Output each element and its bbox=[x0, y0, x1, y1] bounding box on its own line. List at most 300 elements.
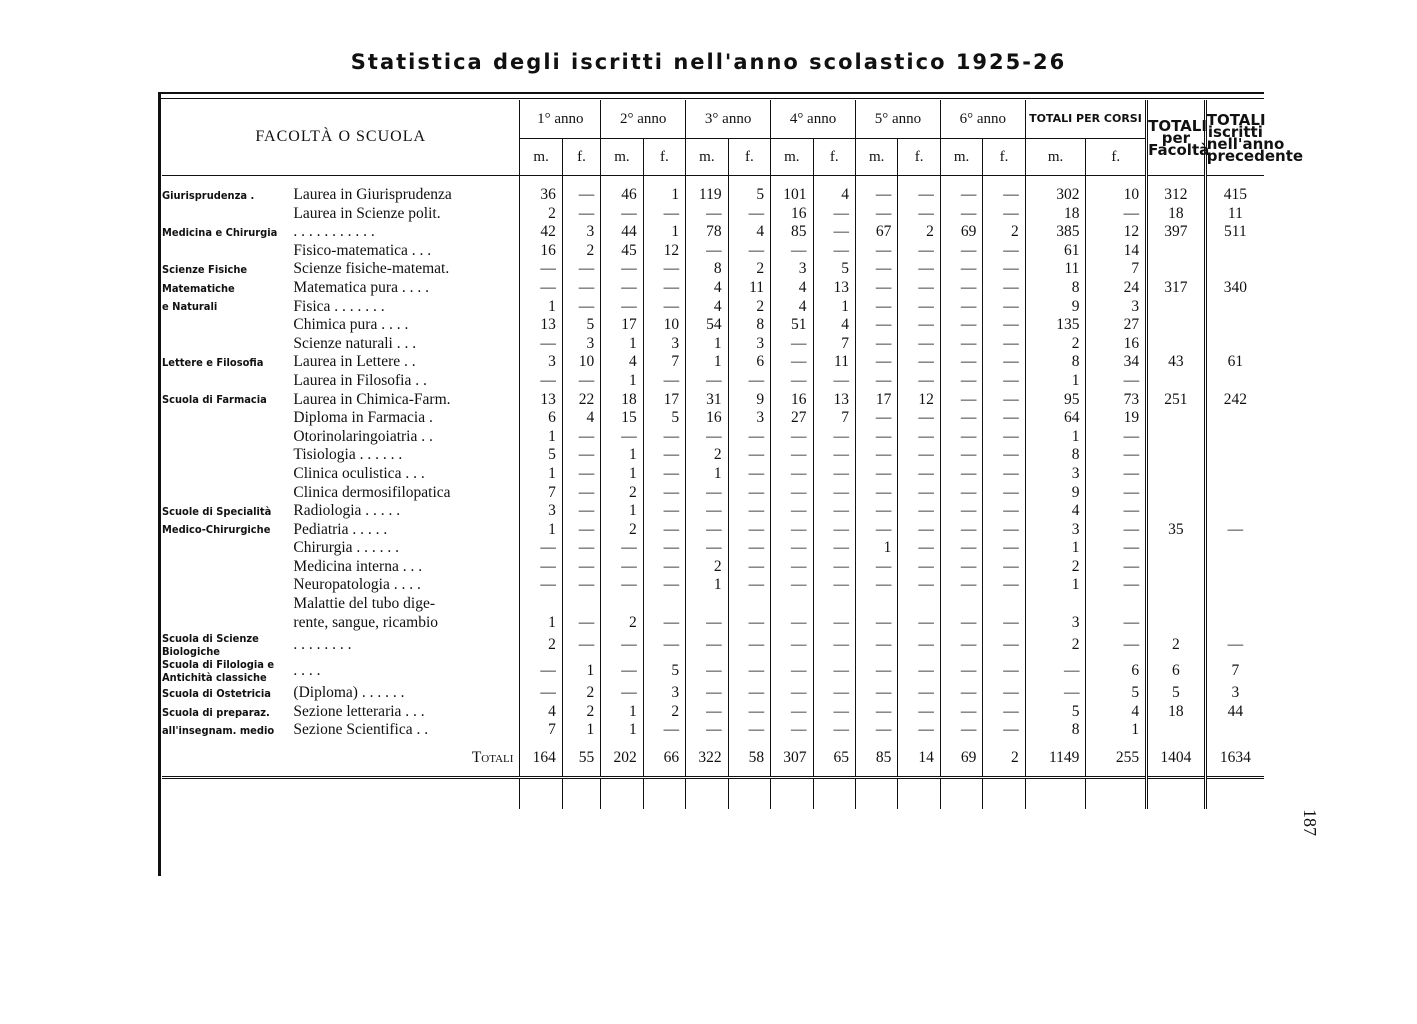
cell-value: 101 bbox=[771, 186, 813, 205]
cell-value: 7 bbox=[520, 721, 562, 740]
cell-value: — bbox=[728, 684, 770, 703]
cell-value: 5 bbox=[728, 186, 770, 205]
cell-value: 1 bbox=[686, 576, 728, 595]
header-f-col: f. bbox=[728, 139, 770, 176]
header-year-4: 4° anno bbox=[771, 100, 856, 139]
cell-value: — bbox=[686, 372, 728, 391]
cell-value: — bbox=[562, 372, 600, 391]
faculty-label bbox=[162, 558, 291, 577]
totals-row bbox=[162, 740, 1264, 778]
cell-value: — bbox=[983, 684, 1025, 703]
header-year-3: 3° anno bbox=[686, 100, 771, 139]
cell-value: 16 bbox=[771, 391, 813, 410]
cell-value: — bbox=[855, 446, 897, 465]
cell-value: 2 bbox=[520, 205, 562, 224]
cell-value: — bbox=[898, 703, 940, 722]
cell-value: 4 bbox=[813, 316, 855, 335]
cell-total-previous: — bbox=[1205, 632, 1264, 658]
cell-value: — bbox=[855, 632, 897, 658]
header-row-years bbox=[162, 100, 1264, 139]
total-value: 255 bbox=[1086, 740, 1147, 778]
cell-value: 3 bbox=[1025, 521, 1086, 540]
table-row bbox=[162, 614, 1264, 633]
cell-value: 14 bbox=[1086, 242, 1147, 261]
cell-value: — bbox=[643, 205, 685, 224]
enrollment-table bbox=[162, 100, 1304, 809]
course-label: Chimica pura . . . . bbox=[293, 316, 409, 334]
course-label: Diploma in Farmacia . bbox=[293, 409, 433, 427]
table-row bbox=[162, 335, 1264, 354]
cell-value: — bbox=[855, 576, 897, 595]
cell-value: — bbox=[813, 703, 855, 722]
table-row bbox=[162, 391, 1264, 410]
cell-value: 1 bbox=[601, 446, 643, 465]
cell-value: 2 bbox=[601, 614, 643, 633]
cell-value: — bbox=[686, 428, 728, 447]
cell-value: 2 bbox=[643, 703, 685, 722]
faculty-label: Medico-Chirurgiche bbox=[162, 523, 271, 537]
cell-value: — bbox=[728, 632, 770, 658]
cell-value: — bbox=[728, 614, 770, 633]
cell-value: 51 bbox=[771, 316, 813, 335]
course-label: Sezione letteraria . . . bbox=[293, 702, 425, 720]
cell-value: — bbox=[771, 721, 813, 740]
cell-value: 8 bbox=[1025, 721, 1086, 740]
cell-value: — bbox=[855, 521, 897, 540]
cell-value: — bbox=[940, 409, 982, 428]
cell-total-previous bbox=[1205, 335, 1264, 354]
cell-value: — bbox=[1086, 558, 1147, 577]
cell-value: — bbox=[1025, 658, 1086, 684]
header-m-col: m. bbox=[940, 139, 982, 176]
cell-value: 5 bbox=[643, 658, 685, 684]
header-totali-precedente: TOTALI iscritti nell'anno precedente bbox=[1205, 100, 1264, 176]
cell-value: — bbox=[813, 446, 855, 465]
closing-row bbox=[162, 778, 1264, 810]
cell-value: — bbox=[520, 539, 562, 558]
table-row bbox=[162, 576, 1264, 595]
cell-value: — bbox=[686, 721, 728, 740]
cell-value: — bbox=[771, 558, 813, 577]
cell-value: — bbox=[771, 703, 813, 722]
cell-value: — bbox=[983, 242, 1025, 261]
cell-value: 2 bbox=[601, 521, 643, 540]
cell-value: — bbox=[940, 186, 982, 205]
cell-value bbox=[940, 595, 982, 614]
faculty-label bbox=[162, 409, 291, 428]
cell-value: — bbox=[771, 614, 813, 633]
cell-value: — bbox=[898, 576, 940, 595]
cell-value: — bbox=[898, 521, 940, 540]
cell-total-previous: 242 bbox=[1205, 391, 1264, 410]
cell-value: — bbox=[562, 576, 600, 595]
cell-value: 2 bbox=[562, 703, 600, 722]
cell-value: — bbox=[855, 465, 897, 484]
cell-value: — bbox=[898, 539, 940, 558]
cell-value: — bbox=[940, 576, 982, 595]
header-f-col: f. bbox=[562, 139, 600, 176]
cell-value: 2 bbox=[1025, 632, 1086, 658]
cell-value: — bbox=[813, 576, 855, 595]
cell-value: — bbox=[813, 658, 855, 684]
cell-value: — bbox=[686, 614, 728, 633]
table-row bbox=[162, 409, 1264, 428]
cell-value: 22 bbox=[562, 391, 600, 410]
course-label: Laurea in Chimica-Farm. bbox=[293, 390, 451, 408]
cell-value bbox=[643, 595, 685, 614]
cell-value: — bbox=[940, 539, 982, 558]
cell-value: 1 bbox=[520, 428, 562, 447]
table-row bbox=[162, 428, 1264, 447]
cell-total-faculty: 5 bbox=[1147, 684, 1206, 703]
cell-value: — bbox=[983, 721, 1025, 740]
cell-value: — bbox=[771, 539, 813, 558]
cell-value: 1 bbox=[562, 721, 600, 740]
cell-value: 11 bbox=[1025, 260, 1086, 279]
cell-value: 24 bbox=[1086, 279, 1147, 298]
cell-value: 12 bbox=[643, 242, 685, 261]
header-f-col: f. bbox=[983, 139, 1025, 176]
cell-value: 5 bbox=[1025, 703, 1086, 722]
faculty-label: e Naturali bbox=[162, 300, 218, 314]
cell-value: — bbox=[601, 298, 643, 317]
cell-value: — bbox=[898, 465, 940, 484]
header-year-6: 6° anno bbox=[940, 100, 1025, 139]
cell-value: — bbox=[1086, 576, 1147, 595]
cell-value: — bbox=[1086, 446, 1147, 465]
cell-value: — bbox=[983, 465, 1025, 484]
cell-value: — bbox=[686, 502, 728, 521]
cell-value: — bbox=[813, 502, 855, 521]
faculty-label: Giurisprudenza . bbox=[162, 188, 255, 202]
course-label: Fisico-matematica . . . bbox=[293, 241, 432, 259]
cell-value: — bbox=[898, 502, 940, 521]
cell-value: — bbox=[771, 632, 813, 658]
cell-value: 18 bbox=[1025, 205, 1086, 224]
course-label: Otorinolaringoiatria . . bbox=[293, 427, 433, 445]
cell-value: — bbox=[728, 576, 770, 595]
header-m-col: m. bbox=[520, 139, 562, 176]
cell-value: — bbox=[686, 684, 728, 703]
cell-value: 8 bbox=[686, 260, 728, 279]
cell-value: 78 bbox=[686, 223, 728, 242]
cell-value: — bbox=[855, 353, 897, 372]
cell-value: 2 bbox=[1025, 335, 1086, 354]
total-value: 1149 bbox=[1025, 740, 1086, 778]
cell-value: — bbox=[728, 428, 770, 447]
total-value: 65 bbox=[813, 740, 855, 778]
cell-value: — bbox=[1086, 502, 1147, 521]
course-label: Medicina interna . . . bbox=[293, 557, 423, 575]
cell-value: 1 bbox=[686, 335, 728, 354]
cell-value: 1 bbox=[520, 521, 562, 540]
cell-value: — bbox=[813, 372, 855, 391]
cell-value: 3 bbox=[771, 260, 813, 279]
cell-value: 7 bbox=[520, 484, 562, 503]
cell-value: — bbox=[855, 205, 897, 224]
cell-value: — bbox=[898, 658, 940, 684]
cell-value: — bbox=[940, 721, 982, 740]
cell-value: — bbox=[562, 186, 600, 205]
cell-value: — bbox=[728, 372, 770, 391]
cell-value: — bbox=[940, 316, 982, 335]
total-value: 2 bbox=[983, 740, 1025, 778]
header-f-col: f. bbox=[1086, 139, 1147, 176]
cell-value: — bbox=[940, 298, 982, 317]
cell-value bbox=[728, 595, 770, 614]
cell-value: — bbox=[940, 614, 982, 633]
cell-value: — bbox=[562, 558, 600, 577]
cell-value: 64 bbox=[1025, 409, 1086, 428]
cell-value: 3 bbox=[520, 353, 562, 372]
cell-value bbox=[601, 595, 643, 614]
cell-value bbox=[983, 595, 1025, 614]
cell-value: 385 bbox=[1025, 223, 1086, 242]
cell-value: — bbox=[855, 721, 897, 740]
cell-value: — bbox=[855, 372, 897, 391]
cell-value: 4 bbox=[1025, 502, 1086, 521]
cell-value: — bbox=[686, 539, 728, 558]
course-label: Chirurgia . . . . . . bbox=[293, 539, 400, 557]
cell-value: — bbox=[1086, 372, 1147, 391]
cell-value: — bbox=[813, 428, 855, 447]
cell-value: 69 bbox=[940, 223, 982, 242]
header-year-5: 5° anno bbox=[855, 100, 940, 139]
cell-value: 61 bbox=[1025, 242, 1086, 261]
cell-total-faculty: 317 bbox=[1147, 279, 1206, 298]
cell-total-previous bbox=[1205, 260, 1264, 279]
cell-value: 54 bbox=[686, 316, 728, 335]
cell-total-faculty: 397 bbox=[1147, 223, 1206, 242]
table-row bbox=[162, 558, 1264, 577]
cell-value: — bbox=[983, 502, 1025, 521]
faculty-label bbox=[162, 316, 291, 335]
cell-value: 7 bbox=[813, 409, 855, 428]
cell-value: — bbox=[983, 703, 1025, 722]
cell-value: — bbox=[813, 539, 855, 558]
cell-total-faculty: 6 bbox=[1147, 658, 1206, 684]
course-label: Pediatria . . . . . bbox=[293, 520, 388, 538]
faculty-label: Scuole di Specialità bbox=[162, 504, 272, 518]
total-value: 55 bbox=[562, 740, 600, 778]
cell-value: — bbox=[855, 484, 897, 503]
cell-value: — bbox=[601, 658, 643, 684]
cell-value: — bbox=[643, 279, 685, 298]
faculty-label: Scuola di Scienze Biologiche bbox=[162, 632, 259, 659]
cell-value: — bbox=[855, 335, 897, 354]
cell-value: — bbox=[898, 721, 940, 740]
totals-label: Totali bbox=[471, 748, 514, 766]
cell-value: 16 bbox=[1086, 335, 1147, 354]
cell-value: — bbox=[940, 242, 982, 261]
cell-value: 1 bbox=[601, 703, 643, 722]
cell-value: 1 bbox=[643, 223, 685, 242]
table-row bbox=[162, 316, 1264, 335]
cell-value: — bbox=[940, 502, 982, 521]
header-year-2: 2° anno bbox=[601, 100, 686, 139]
cell-value: — bbox=[940, 658, 982, 684]
cell-value: — bbox=[1086, 428, 1147, 447]
cell-value: — bbox=[1086, 632, 1147, 658]
table-row bbox=[162, 223, 1264, 242]
cell-value: — bbox=[940, 558, 982, 577]
table-row bbox=[162, 502, 1264, 521]
cell-value: — bbox=[728, 242, 770, 261]
cell-value: 2 bbox=[1025, 558, 1086, 577]
cell-value: — bbox=[1086, 205, 1147, 224]
cell-value: — bbox=[562, 632, 600, 658]
header-f-col: f. bbox=[643, 139, 685, 176]
cell-value: — bbox=[520, 658, 562, 684]
cell-value: 10 bbox=[643, 316, 685, 335]
cell-value: 2 bbox=[898, 223, 940, 242]
cell-value: — bbox=[855, 614, 897, 633]
cell-value: 119 bbox=[686, 186, 728, 205]
cell-value bbox=[562, 595, 600, 614]
cell-value: — bbox=[940, 428, 982, 447]
cell-total-previous: 415 bbox=[1205, 186, 1264, 205]
cell-value: 4 bbox=[601, 353, 643, 372]
cell-total-previous: 44 bbox=[1205, 703, 1264, 722]
course-label: Matematica pura . . . . bbox=[293, 278, 429, 296]
header-m-col: m. bbox=[686, 139, 728, 176]
cell-total-faculty bbox=[1147, 502, 1206, 521]
cell-value: — bbox=[771, 684, 813, 703]
cell-value: 4 bbox=[686, 279, 728, 298]
course-label: Neuropatologia . . . . bbox=[293, 576, 421, 594]
cell-value: — bbox=[520, 558, 562, 577]
total-value: 322 bbox=[686, 740, 728, 778]
cell-value: — bbox=[1025, 684, 1086, 703]
cell-value: — bbox=[728, 721, 770, 740]
page-title: Statistica degli iscritti nell'anno scolastico 1925-26 bbox=[350, 50, 1067, 74]
cell-total-faculty bbox=[1147, 428, 1206, 447]
course-label: Sezione Scientifica . . bbox=[293, 721, 429, 739]
cell-value: 3 bbox=[728, 409, 770, 428]
cell-value: — bbox=[562, 205, 600, 224]
table-row bbox=[162, 242, 1264, 261]
cell-value: 67 bbox=[855, 223, 897, 242]
cell-value: — bbox=[643, 502, 685, 521]
cell-value: 12 bbox=[898, 391, 940, 410]
cell-value: — bbox=[643, 721, 685, 740]
cell-value: — bbox=[520, 576, 562, 595]
cell-value: 11 bbox=[728, 279, 770, 298]
cell-value: — bbox=[898, 558, 940, 577]
cell-value: — bbox=[562, 260, 600, 279]
cell-total-previous bbox=[1205, 484, 1264, 503]
cell-value: 4 bbox=[728, 223, 770, 242]
cell-value: — bbox=[728, 502, 770, 521]
cell-total-faculty: 43 bbox=[1147, 353, 1206, 372]
cell-value: — bbox=[728, 703, 770, 722]
cell-value: 17 bbox=[643, 391, 685, 410]
header-m-col: m. bbox=[601, 139, 643, 176]
cell-total-previous bbox=[1205, 242, 1264, 261]
cell-value: — bbox=[983, 372, 1025, 391]
cell-value: — bbox=[771, 353, 813, 372]
cell-value: 2 bbox=[983, 223, 1025, 242]
cell-value: — bbox=[898, 614, 940, 633]
cell-value: — bbox=[898, 260, 940, 279]
cell-value: 4 bbox=[771, 279, 813, 298]
cell-value bbox=[898, 595, 940, 614]
cell-value bbox=[520, 595, 562, 614]
cell-value: — bbox=[898, 316, 940, 335]
faculty-label: all'insegnam. medio bbox=[162, 724, 275, 738]
cell-value: 10 bbox=[562, 353, 600, 372]
cell-value: 36 bbox=[520, 186, 562, 205]
faculty-label: Scuola di Ostetricia bbox=[162, 687, 271, 701]
cell-value: — bbox=[813, 205, 855, 224]
table-row bbox=[162, 446, 1264, 465]
cell-value: 5 bbox=[520, 446, 562, 465]
cell-value: 13 bbox=[813, 391, 855, 410]
cell-value: — bbox=[983, 446, 1025, 465]
cell-value: 3 bbox=[1086, 298, 1147, 317]
cell-total-faculty bbox=[1147, 335, 1206, 354]
course-label: Scienze fisiche-matemat. bbox=[293, 260, 450, 278]
cell-value: — bbox=[601, 205, 643, 224]
cell-total-faculty bbox=[1147, 260, 1206, 279]
cell-total-previous bbox=[1205, 409, 1264, 428]
faculty-label bbox=[162, 428, 291, 447]
cell-value: 1 bbox=[520, 614, 562, 633]
page-number: 187 bbox=[1300, 809, 1320, 836]
cell-value: 1 bbox=[813, 298, 855, 317]
cell-value: — bbox=[898, 372, 940, 391]
cell-value: — bbox=[1086, 614, 1147, 633]
faculty-label bbox=[162, 465, 291, 484]
cell-value: — bbox=[601, 684, 643, 703]
cell-value: — bbox=[771, 658, 813, 684]
cell-value: — bbox=[643, 484, 685, 503]
cell-total-faculty bbox=[1147, 298, 1206, 317]
cell-value: — bbox=[771, 335, 813, 354]
course-label: . . . . . . . . bbox=[293, 635, 352, 653]
cell-value: — bbox=[686, 703, 728, 722]
cell-value: — bbox=[728, 658, 770, 684]
total-value: 14 bbox=[898, 740, 940, 778]
cell-value: 6 bbox=[728, 353, 770, 372]
header-f-col: f. bbox=[898, 139, 940, 176]
cell-value: — bbox=[1086, 484, 1147, 503]
cell-value bbox=[1086, 595, 1147, 614]
cell-value: — bbox=[771, 484, 813, 503]
cell-value: — bbox=[562, 279, 600, 298]
header-totali-corsi: TOTALI PER CORSI bbox=[1025, 100, 1146, 139]
cell-value: — bbox=[855, 279, 897, 298]
cell-value: 2 bbox=[562, 684, 600, 703]
cell-value: — bbox=[855, 428, 897, 447]
faculty-label bbox=[162, 242, 291, 261]
total-value: 202 bbox=[601, 740, 643, 778]
cell-value: — bbox=[771, 242, 813, 261]
cell-value: — bbox=[813, 632, 855, 658]
cell-value: — bbox=[771, 428, 813, 447]
cell-value: — bbox=[983, 335, 1025, 354]
header-year-1: 1° anno bbox=[520, 100, 601, 139]
total-value: 58 bbox=[728, 740, 770, 778]
cell-total-previous: 11 bbox=[1205, 205, 1264, 224]
cell-value: 8 bbox=[1025, 353, 1086, 372]
cell-total-faculty bbox=[1147, 484, 1206, 503]
cell-value: — bbox=[643, 465, 685, 484]
course-label: Malattie del tubo dige- bbox=[293, 595, 436, 613]
cell-value: — bbox=[686, 658, 728, 684]
cell-value: — bbox=[643, 576, 685, 595]
cell-value: 16 bbox=[520, 242, 562, 261]
